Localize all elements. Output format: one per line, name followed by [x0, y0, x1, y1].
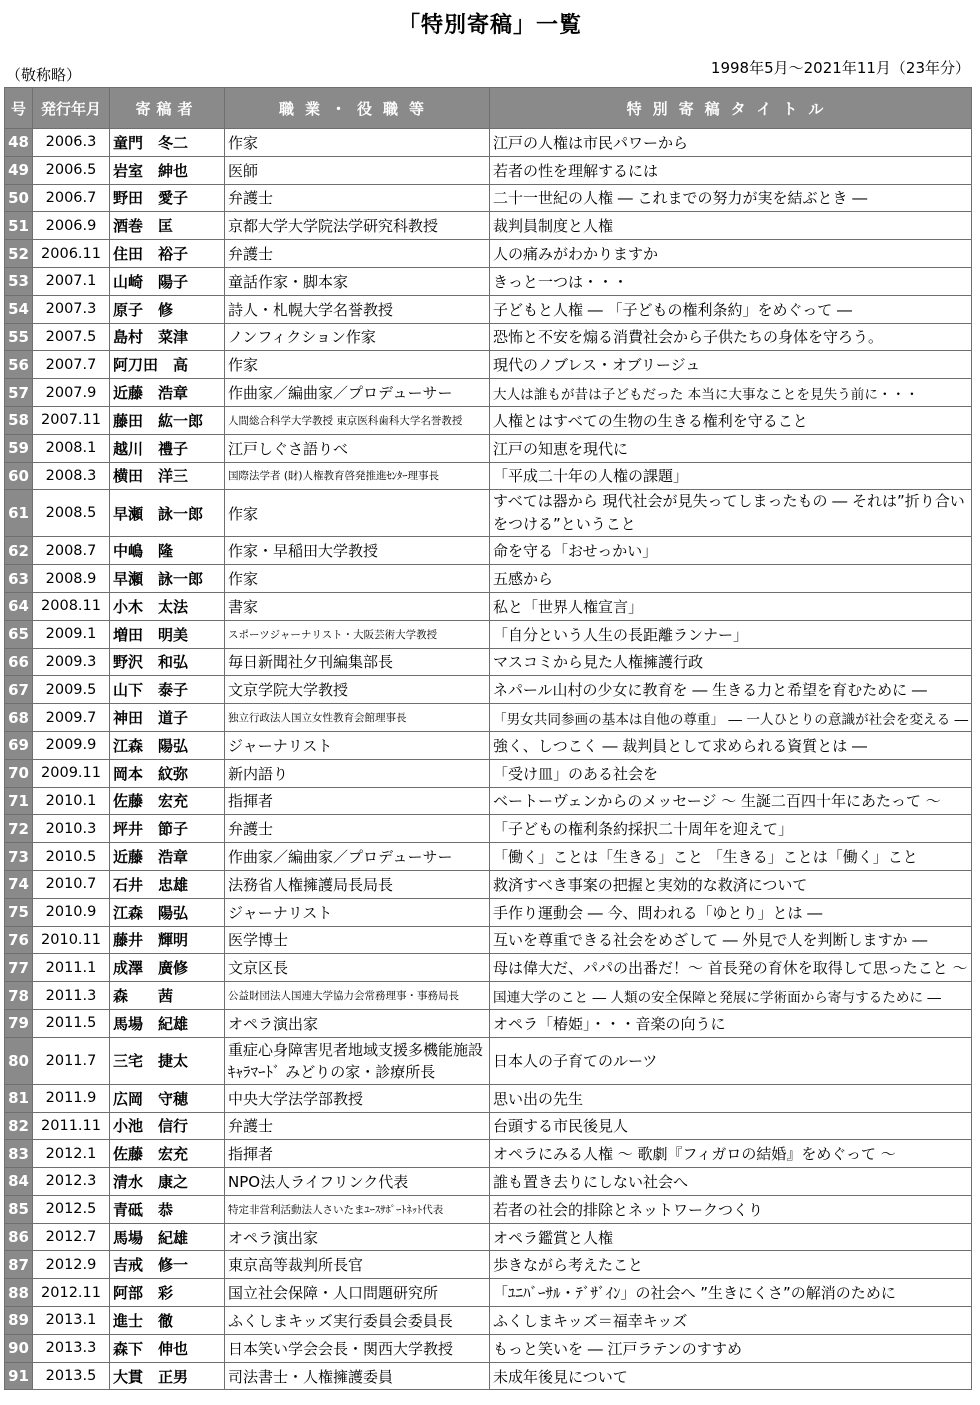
row-occupation: 人間総合科学大学教授 東京医科歯科大学名誉教授 — [225, 406, 490, 434]
row-title: 若者の性を理解するには — [490, 156, 972, 184]
row-title: 江戸の知恵を現代に — [490, 434, 972, 462]
table-row — [5, 954, 972, 982]
row-date: 2007.9 — [33, 379, 110, 407]
row-contributor: 岡本 紋弥 — [110, 759, 225, 787]
row-number: 89 — [5, 1307, 33, 1335]
table-row — [5, 323, 972, 351]
table-row — [5, 1251, 972, 1279]
row-title: 「自分という人生の長距離ランナー」 — [490, 620, 972, 648]
row-title: 裁判員制度と人権 — [490, 212, 972, 240]
table-row — [5, 648, 972, 676]
row-title: オペラ「椿姫」・・・音楽の向うに — [490, 1009, 972, 1037]
row-number: 64 — [5, 592, 33, 620]
row-number: 55 — [5, 323, 33, 351]
row-contributor: 住田 裕子 — [110, 240, 225, 268]
table-row — [5, 434, 972, 462]
row-date: 2010.5 — [33, 843, 110, 871]
row-date: 2012.3 — [33, 1168, 110, 1196]
row-title: 子どもと人権 ― 「子どもの権利条約」をめぐって ― — [490, 295, 972, 323]
row-date: 2010.9 — [33, 898, 110, 926]
row-occupation: 中央大学法学部教授 — [225, 1084, 490, 1112]
table-row — [5, 1307, 972, 1335]
table-row — [5, 184, 972, 212]
header-title: 特別寄稿タイトル — [490, 88, 972, 129]
row-title: 「平成二十年の人権の課題」 — [490, 462, 972, 490]
row-date: 2012.5 — [33, 1195, 110, 1223]
row-contributor: 馬場 紀雄 — [110, 1009, 225, 1037]
row-number: 68 — [5, 704, 33, 732]
row-number: 87 — [5, 1251, 33, 1279]
row-contributor: 大貫 正男 — [110, 1362, 225, 1390]
row-title: ネパール山村の少女に教育を ― 生きる力と希望を育むために ― — [490, 676, 972, 704]
table-row — [5, 1009, 972, 1037]
row-occupation: 京都大学大学院法学研究科教授 — [225, 212, 490, 240]
row-contributor: 童門 冬二 — [110, 129, 225, 157]
table-row — [5, 898, 972, 926]
row-contributor: 増田 明美 — [110, 620, 225, 648]
row-contributor: 坪井 節子 — [110, 815, 225, 843]
row-number: 79 — [5, 1009, 33, 1037]
table-row — [5, 490, 972, 537]
table-row — [5, 1195, 972, 1223]
table-row — [5, 1112, 972, 1140]
table-row — [5, 406, 972, 434]
row-number: 58 — [5, 406, 33, 434]
row-number: 83 — [5, 1140, 33, 1168]
row-occupation: オペラ演出家 — [225, 1009, 490, 1037]
row-date: 2007.3 — [33, 295, 110, 323]
table-row — [5, 731, 972, 759]
table-row — [5, 240, 972, 268]
table-row — [5, 759, 972, 787]
header-number: 号 — [5, 88, 33, 129]
row-number: 69 — [5, 731, 33, 759]
table-row — [5, 787, 972, 815]
row-occupation: 童話作家・脚本家 — [225, 267, 490, 295]
row-date: 2008.9 — [33, 565, 110, 593]
row-number: 56 — [5, 351, 33, 379]
row-occupation: 医学博士 — [225, 926, 490, 954]
row-title: 「受け皿」のある社会を — [490, 759, 972, 787]
row-title: 思い出の先生 — [490, 1084, 972, 1112]
row-number: 72 — [5, 815, 33, 843]
row-title: 人の痛みがわかりますか — [490, 240, 972, 268]
table-row — [5, 815, 972, 843]
row-date: 2010.3 — [33, 815, 110, 843]
row-date: 2010.11 — [33, 926, 110, 954]
row-title: 若者の社会的排除とネットワークつくり — [490, 1195, 972, 1223]
row-contributor: 広岡 守穂 — [110, 1084, 225, 1112]
row-occupation: 日本笑い学会会長・関西大学教授 — [225, 1334, 490, 1362]
row-number: 63 — [5, 565, 33, 593]
header-occupation: 職業・役職等 — [225, 88, 490, 129]
row-date: 2011.1 — [33, 954, 110, 982]
row-date: 2011.9 — [33, 1084, 110, 1112]
row-contributor: 越川 禮子 — [110, 434, 225, 462]
row-date: 2012.1 — [33, 1140, 110, 1168]
row-occupation: 国立社会保障・人口問題研究所 — [225, 1279, 490, 1307]
period-label: 1998年5月～2021年11月（23年分） — [710, 59, 970, 77]
row-title: 「働く」ことは「生きる」こと 「生きる」ことは「働く」こと — [490, 843, 972, 871]
row-contributor: 早瀬 詠一郎 — [110, 490, 225, 537]
row-title: 台頭する市民後見人 — [490, 1112, 972, 1140]
row-contributor: 阿部 彩 — [110, 1279, 225, 1307]
header-contributor: 寄稿者 — [110, 88, 225, 129]
table-row — [5, 351, 972, 379]
row-occupation: 作家 — [225, 129, 490, 157]
row-title: 私と「世界人権宣言」 — [490, 592, 972, 620]
row-number: 80 — [5, 1037, 33, 1084]
row-title: ふくしまキッズ＝福幸キッズ — [490, 1307, 972, 1335]
row-contributor: 青砥 恭 — [110, 1195, 225, 1223]
row-title: 「男女共同参画の基本は自他の尊重」 ― 一人ひとりの意識が社会を変える ― — [490, 704, 972, 732]
table-row — [5, 1223, 972, 1251]
table-row — [5, 926, 972, 954]
row-number: 51 — [5, 212, 33, 240]
row-title: きっと一つは・・・ — [490, 267, 972, 295]
row-date: 2012.11 — [33, 1279, 110, 1307]
row-title: 歩きながら考えたこと — [490, 1251, 972, 1279]
row-date: 2006.7 — [33, 184, 110, 212]
row-date: 2008.7 — [33, 537, 110, 565]
row-occupation: 独立行政法人国立女性教育会館理事長 — [225, 704, 490, 732]
table-row — [5, 1334, 972, 1362]
table-row — [5, 537, 972, 565]
row-title: 国連大学のこと ― 人類の安全保障と発展に学術面から寄与するために ― — [490, 982, 972, 1010]
table-row — [5, 1084, 972, 1112]
row-date: 2007.7 — [33, 351, 110, 379]
row-number: 59 — [5, 434, 33, 462]
row-title: 手作り運動会 ― 今、問われる「ゆとり」とは ― — [490, 898, 972, 926]
row-date: 2008.11 — [33, 592, 110, 620]
row-title: 日本人の子育てのルーツ — [490, 1037, 972, 1084]
table-row — [5, 1279, 972, 1307]
row-date: 2008.1 — [33, 434, 110, 462]
row-contributor: 近藤 浩章 — [110, 379, 225, 407]
row-occupation: オペラ演出家 — [225, 1223, 490, 1251]
row-occupation: 弁護士 — [225, 1112, 490, 1140]
table-row — [5, 212, 972, 240]
row-date: 2006.5 — [33, 156, 110, 184]
row-occupation: 詩人・札幌大学名誉教授 — [225, 295, 490, 323]
row-title: ベートーヴェンからのメッセージ ～ 生誕二百四十年にあたって ～ — [490, 787, 972, 815]
row-occupation: 作家 — [225, 565, 490, 593]
row-occupation: ノンフィクション作家 — [225, 323, 490, 351]
row-title: マスコミから見た人権擁護行政 — [490, 648, 972, 676]
row-occupation: 弁護士 — [225, 815, 490, 843]
row-occupation: 文京学院大学教授 — [225, 676, 490, 704]
row-number: 65 — [5, 620, 33, 648]
row-title: 五感から — [490, 565, 972, 593]
row-title: すべては器から 現代社会が見失ってしまったもの ― それは”折り合いをつける”ということ — [490, 490, 972, 537]
row-number: 57 — [5, 379, 33, 407]
row-contributor: 島村 菜津 — [110, 323, 225, 351]
row-title: 命を守る「おせっかい」 — [490, 537, 972, 565]
row-date: 2009.9 — [33, 731, 110, 759]
row-date: 2008.3 — [33, 462, 110, 490]
honorific-note: （敬称略） — [6, 66, 82, 84]
row-contributor: 小池 信行 — [110, 1112, 225, 1140]
row-date: 2009.7 — [33, 704, 110, 732]
row-contributor: 岩室 紳也 — [110, 156, 225, 184]
row-occupation: 弁護士 — [225, 184, 490, 212]
row-number: 60 — [5, 462, 33, 490]
table-row — [5, 565, 972, 593]
table-row — [5, 156, 972, 184]
row-title: 「子どもの権利条約採択二十周年を迎えて」 — [490, 815, 972, 843]
row-number: 84 — [5, 1168, 33, 1196]
row-contributor: 佐藤 宏充 — [110, 787, 225, 815]
table-row — [5, 379, 972, 407]
row-title: 恐怖と不安を煽る消費社会から子供たちの身体を守ろう。 — [490, 323, 972, 351]
row-title: 強く、しつこく ― 裁判員として求められる資質とは ― — [490, 731, 972, 759]
row-date: 2009.3 — [33, 648, 110, 676]
row-number: 67 — [5, 676, 33, 704]
table-row — [5, 704, 972, 732]
table-row — [5, 982, 972, 1010]
row-number: 88 — [5, 1279, 33, 1307]
row-title: 二十一世紀の人権 ― これまでの努力が実を結ぶとき ― — [490, 184, 972, 212]
row-title: 「ﾕﾆﾊﾞｰｻﾙ・ﾃﾞｻﾞｲﾝ」の社会へ ”生きにくさ”の解消のために — [490, 1279, 972, 1307]
row-contributor: 江森 陽弘 — [110, 898, 225, 926]
row-contributor: 中嶋 隆 — [110, 537, 225, 565]
row-date: 2006.9 — [33, 212, 110, 240]
row-title: 未成年後見について — [490, 1362, 972, 1390]
row-contributor: 佐藤 宏充 — [110, 1140, 225, 1168]
row-number: 48 — [5, 129, 33, 157]
row-occupation: 弁護士 — [225, 240, 490, 268]
row-contributor: 馬場 紀雄 — [110, 1223, 225, 1251]
row-date: 2007.5 — [33, 323, 110, 351]
row-number: 52 — [5, 240, 33, 268]
table-row — [5, 1168, 972, 1196]
row-occupation: スポーツジャーナリスト・大阪芸術大学教授 — [225, 620, 490, 648]
row-date: 2011.11 — [33, 1112, 110, 1140]
row-occupation: 医師 — [225, 156, 490, 184]
row-title: 現代のノブレス・オブリージュ — [490, 351, 972, 379]
table-row — [5, 592, 972, 620]
row-number: 66 — [5, 648, 33, 676]
row-contributor: 森 茜 — [110, 982, 225, 1010]
row-number: 81 — [5, 1084, 33, 1112]
row-occupation: 重症心身障害児者地域支援多機能施設ｷｬﾗﾏｰﾄﾞ みどりの家・診療所長 — [225, 1037, 490, 1084]
table-row — [5, 843, 972, 871]
row-occupation: 作家 — [225, 351, 490, 379]
row-number: 76 — [5, 926, 33, 954]
table-body — [5, 129, 972, 1390]
row-contributor: 清水 康之 — [110, 1168, 225, 1196]
row-contributor: 野沢 和弘 — [110, 648, 225, 676]
row-date: 2009.1 — [33, 620, 110, 648]
row-occupation: ジャーナリスト — [225, 731, 490, 759]
row-title: 母は偉大だ、パパの出番だ！～ 首長発の育休を取得して思ったこと ～ — [490, 954, 972, 982]
row-contributor: 山下 泰子 — [110, 676, 225, 704]
table-row — [5, 129, 972, 157]
row-date: 2013.3 — [33, 1334, 110, 1362]
row-contributor: 吉戒 修一 — [110, 1251, 225, 1279]
row-date: 2007.1 — [33, 267, 110, 295]
row-title: 互いを尊重できる社会をめざして ― 外見で人を判断しますか ― — [490, 926, 972, 954]
row-occupation: 書家 — [225, 592, 490, 620]
row-date: 2012.7 — [33, 1223, 110, 1251]
row-number: 75 — [5, 898, 33, 926]
row-date: 2007.11 — [33, 406, 110, 434]
row-number: 78 — [5, 982, 33, 1010]
row-title: もっと笑いを ― 江戸ラテンのすすめ — [490, 1334, 972, 1362]
row-title: 人権とはすべての生物の生きる権利を守ること — [490, 406, 972, 434]
row-occupation: 法務省人権擁護局長局長 — [225, 870, 490, 898]
row-number: 85 — [5, 1195, 33, 1223]
row-number: 49 — [5, 156, 33, 184]
row-contributor: 山崎 陽子 — [110, 267, 225, 295]
row-occupation: 司法書士・人権擁護委員 — [225, 1362, 490, 1390]
row-date: 2011.3 — [33, 982, 110, 1010]
row-contributor: 石井 忠雄 — [110, 870, 225, 898]
row-contributor: 横田 洋三 — [110, 462, 225, 490]
row-date: 2013.1 — [33, 1307, 110, 1335]
row-contributor: 三宅 捷太 — [110, 1037, 225, 1084]
page-title: 「特別寄稿」一覧 — [397, 13, 582, 38]
contributions-table — [4, 87, 972, 1390]
row-contributor: 酒巻 匡 — [110, 212, 225, 240]
row-occupation: ジャーナリスト — [225, 898, 490, 926]
row-date: 2013.5 — [33, 1362, 110, 1390]
table-row — [5, 870, 972, 898]
row-number: 82 — [5, 1112, 33, 1140]
row-occupation: 毎日新聞社夕刊編集部長 — [225, 648, 490, 676]
header-date: 発行年月 — [33, 88, 110, 129]
row-contributor: 藤田 紘一郎 — [110, 406, 225, 434]
row-contributor: 原子 修 — [110, 295, 225, 323]
row-contributor: 神田 道子 — [110, 704, 225, 732]
row-occupation: 江戸しぐさ語りべ — [225, 434, 490, 462]
row-date: 2009.11 — [33, 759, 110, 787]
row-contributor: 阿刀田 高 — [110, 351, 225, 379]
table-row — [5, 620, 972, 648]
row-contributor: 早瀬 詠一郎 — [110, 565, 225, 593]
row-occupation: 特定非営利活動法人さいたまﾕｰｽｻﾎﾟｰﾄﾈｯﾄ代表 — [225, 1195, 490, 1223]
row-contributor: 進士 徹 — [110, 1307, 225, 1335]
row-number: 74 — [5, 870, 33, 898]
row-occupation: 作家 — [225, 490, 490, 537]
row-number: 77 — [5, 954, 33, 982]
row-number: 90 — [5, 1334, 33, 1362]
row-number: 70 — [5, 759, 33, 787]
row-occupation: ふくしまキッズ実行委員会委員長 — [225, 1307, 490, 1335]
row-title: 誰も置き去りにしない社会へ — [490, 1168, 972, 1196]
row-occupation: 作家・早稲田大学教授 — [225, 537, 490, 565]
row-contributor: 藤井 輝明 — [110, 926, 225, 954]
table-row — [5, 1362, 972, 1390]
table-row — [5, 295, 972, 323]
row-occupation: 新内語り — [225, 759, 490, 787]
row-number: 50 — [5, 184, 33, 212]
row-number: 73 — [5, 843, 33, 871]
table-row — [5, 676, 972, 704]
row-occupation: 作曲家／編曲家／プロデューサー — [225, 379, 490, 407]
row-date: 2011.7 — [33, 1037, 110, 1084]
row-date: 2009.5 — [33, 676, 110, 704]
row-number: 86 — [5, 1223, 33, 1251]
row-occupation: NPO法人ライフリンク代表 — [225, 1168, 490, 1196]
row-title: 大人は誰もが昔は子どもだった 本当に大事なことを見失う前に・・・ — [490, 379, 972, 407]
row-date: 2010.7 — [33, 870, 110, 898]
row-title: オペラにみる人権 ～ 歌劇『フィガロの結婚』をめぐって ～ — [490, 1140, 972, 1168]
row-contributor: 成澤 廣修 — [110, 954, 225, 982]
table-row — [5, 267, 972, 295]
row-number: 53 — [5, 267, 33, 295]
row-contributor: 野田 愛子 — [110, 184, 225, 212]
table-header-row — [5, 88, 972, 129]
row-number: 54 — [5, 295, 33, 323]
row-date: 2008.5 — [33, 490, 110, 537]
row-number: 61 — [5, 490, 33, 537]
row-occupation: 東京高等裁判所長官 — [225, 1251, 490, 1279]
table-row — [5, 1037, 972, 1084]
row-title: 救済すべき事案の把握と実効的な救済について — [490, 870, 972, 898]
row-occupation: 国際法学者 (財)人権教育啓発推進ｾﾝﾀｰ理事長 — [225, 462, 490, 490]
row-occupation: 指揮者 — [225, 1140, 490, 1168]
row-title: オペラ鑑賞と人権 — [490, 1223, 972, 1251]
row-number: 62 — [5, 537, 33, 565]
row-date: 2012.9 — [33, 1251, 110, 1279]
table-row — [5, 1140, 972, 1168]
row-contributor: 森下 伸也 — [110, 1334, 225, 1362]
row-date: 2010.1 — [33, 787, 110, 815]
table-row — [5, 462, 972, 490]
row-number: 91 — [5, 1362, 33, 1390]
row-occupation: 指揮者 — [225, 787, 490, 815]
row-occupation: 公益財団法人国連大学協力会常務理事・事務局長 — [225, 982, 490, 1010]
row-contributor: 江森 陽弘 — [110, 731, 225, 759]
row-title: 江戸の人権は市民パワーから — [490, 129, 972, 157]
row-number: 71 — [5, 787, 33, 815]
row-date: 2011.5 — [33, 1009, 110, 1037]
row-occupation: 作曲家／編曲家／プロデューサー — [225, 843, 490, 871]
row-contributor: 小木 太法 — [110, 592, 225, 620]
row-date: 2006.3 — [33, 129, 110, 157]
row-occupation: 文京区長 — [225, 954, 490, 982]
row-date: 2006.11 — [33, 240, 110, 268]
row-contributor: 近藤 浩章 — [110, 843, 225, 871]
